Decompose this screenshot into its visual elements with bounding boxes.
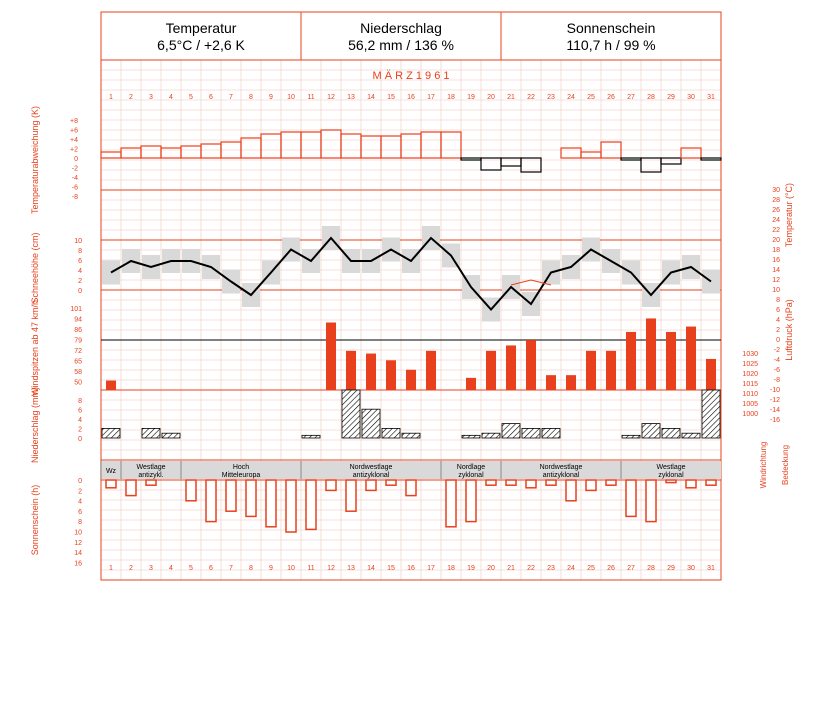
anomaly-bar bbox=[161, 148, 181, 158]
temp-axis-title: Temperatur (°C) bbox=[784, 182, 794, 248]
day-label-bottom: 21 bbox=[507, 565, 515, 572]
anomaly-bar bbox=[321, 130, 341, 158]
anomaly-axis-title: Temperaturabweichung (K) bbox=[30, 105, 40, 215]
anomaly-bar bbox=[621, 158, 641, 160]
day-label-top: 11 bbox=[307, 94, 315, 101]
wind-gust-bar bbox=[466, 378, 476, 390]
day-label-top: 8 bbox=[249, 94, 253, 101]
anomaly-bar bbox=[101, 152, 121, 158]
anomaly-bar bbox=[421, 132, 441, 158]
weather-type-label: Nordwestlage bbox=[349, 464, 393, 471]
day-label-top: 23 bbox=[547, 94, 555, 101]
temp-tick: 18 bbox=[772, 247, 780, 254]
precip-bar bbox=[682, 433, 700, 438]
day-label-top: 12 bbox=[327, 94, 335, 101]
sunshine-tick: 14 bbox=[74, 550, 82, 558]
anomaly-bar bbox=[661, 158, 681, 164]
anomaly-bar bbox=[241, 138, 261, 158]
precip-bar bbox=[542, 428, 560, 438]
snow-tick: 4 bbox=[78, 268, 82, 275]
sunshine-tick: 6 bbox=[78, 508, 82, 516]
day-label-bottom: 15 bbox=[387, 565, 395, 572]
day-label-top: 31 bbox=[707, 94, 715, 101]
sunshine-bar bbox=[326, 480, 336, 490]
anomaly-bar bbox=[201, 144, 221, 158]
sunshine-bar bbox=[586, 480, 596, 490]
day-label-bottom: 5 bbox=[189, 565, 193, 572]
snow-tick: 0 bbox=[78, 288, 82, 295]
sunshine-bar bbox=[706, 480, 716, 485]
anomaly-bar bbox=[461, 158, 481, 160]
day-label-bottom: 24 bbox=[567, 565, 575, 572]
wind-tick: 65 bbox=[74, 358, 82, 366]
day-label-bottom: 27 bbox=[627, 565, 635, 572]
sunshine-bar bbox=[606, 480, 616, 485]
day-label-top: 7 bbox=[229, 94, 233, 101]
temp-tick: -10 bbox=[769, 387, 780, 394]
temp-tick: -4 bbox=[773, 357, 780, 364]
precip-bar bbox=[162, 433, 180, 438]
weather-type-label: antizyklonal bbox=[352, 472, 390, 479]
day-label-bottom: 20 bbox=[487, 565, 495, 572]
snow-tick: 6 bbox=[78, 258, 82, 265]
temp-tick: 4 bbox=[776, 317, 780, 324]
sunshine-bar bbox=[266, 480, 276, 527]
header-precipitation-value: 56,2 mm / 136 % bbox=[348, 37, 454, 53]
pressure-tick: 1005 bbox=[742, 401, 758, 408]
header-sunshine-value: 110,7 h / 99 % bbox=[566, 37, 656, 53]
temp-tick: 20 bbox=[772, 237, 780, 244]
sunshine-bar bbox=[146, 480, 156, 485]
weather-type-label: zyklonal bbox=[658, 472, 684, 479]
weather-type-label: Nordlage bbox=[456, 464, 486, 471]
day-label-bottom: 25 bbox=[587, 565, 595, 572]
precip-bar bbox=[622, 435, 640, 438]
pressure-tick: 1020 bbox=[742, 371, 758, 378]
precip-tick: 8 bbox=[78, 398, 82, 405]
day-label-top: 9 bbox=[269, 94, 273, 101]
day-label-top: 13 bbox=[347, 94, 355, 101]
precip-tick: 4 bbox=[78, 417, 82, 424]
sunshine-axis-title: Sonnenschein (h) bbox=[30, 484, 40, 556]
day-label-top: 24 bbox=[567, 94, 575, 101]
anomaly-bar bbox=[361, 136, 381, 158]
sunshine-bar bbox=[206, 480, 216, 522]
wind-gust-bar bbox=[586, 351, 596, 390]
sunshine-tick: 10 bbox=[74, 529, 82, 537]
weather-type-label: antizyklonal bbox=[542, 472, 580, 479]
anomaly-bar bbox=[561, 148, 581, 158]
sunshine-bar bbox=[126, 480, 136, 496]
wind-gust-bar bbox=[506, 345, 516, 390]
sunshine-tick: 4 bbox=[78, 498, 82, 506]
pressure-axis-title: Luftdruck (hPa) bbox=[784, 299, 794, 361]
snow-tick: 10 bbox=[74, 238, 82, 245]
sunshine-bar bbox=[446, 480, 456, 527]
sunshine-bar bbox=[666, 480, 676, 483]
day-label-top: 2 bbox=[129, 94, 133, 101]
day-label-bottom: 9 bbox=[269, 565, 273, 572]
day-label-bottom: 11 bbox=[307, 565, 315, 572]
temp-tick: 24 bbox=[772, 217, 780, 224]
day-label-top: 22 bbox=[527, 94, 535, 101]
anomaly-tick: +8 bbox=[70, 118, 78, 125]
precip-bar bbox=[662, 428, 680, 438]
day-label-top: 27 bbox=[627, 94, 635, 101]
wind-tick: 72 bbox=[74, 348, 82, 355]
sunshine-bar bbox=[566, 480, 576, 501]
precip-bar bbox=[522, 428, 540, 438]
day-label-bottom: 2 bbox=[129, 565, 133, 572]
anomaly-tick: +6 bbox=[70, 127, 78, 135]
sunshine-bar bbox=[546, 480, 556, 485]
pressure-tick: 1030 bbox=[742, 351, 758, 358]
weather-type-label: Wz bbox=[105, 468, 117, 475]
anomaly-tick: +2 bbox=[70, 146, 78, 154]
anomaly-bar bbox=[501, 158, 521, 166]
sunshine-bar bbox=[526, 480, 536, 488]
precip-bar bbox=[102, 428, 120, 438]
wind-gust-bar bbox=[566, 375, 576, 390]
wind-direction-label: Windrichtung bbox=[759, 441, 768, 489]
day-label-top: 19 bbox=[467, 94, 475, 101]
anomaly-bar bbox=[701, 158, 721, 160]
temp-tick: 0 bbox=[776, 337, 780, 344]
day-label-top: 5 bbox=[189, 94, 193, 101]
weather-type-label: antizykl. bbox=[138, 472, 164, 479]
pressure-tick: 1015 bbox=[742, 381, 758, 388]
weather-type-label: Mitteleuropa bbox=[221, 472, 261, 479]
anomaly-bar bbox=[401, 134, 421, 158]
sunshine-bar bbox=[246, 480, 256, 516]
anomaly-bar bbox=[381, 136, 401, 158]
wind-gust-bar bbox=[526, 340, 536, 390]
sunshine-bar bbox=[466, 480, 476, 522]
sunshine-bar bbox=[286, 480, 296, 532]
anomaly-tick: -8 bbox=[71, 194, 78, 201]
precip-tick: 0 bbox=[78, 436, 82, 443]
temp-tick: -12 bbox=[769, 397, 780, 404]
day-label-top: 6 bbox=[209, 94, 213, 101]
anomaly-bar bbox=[681, 148, 701, 158]
wind-gust-bar bbox=[626, 332, 636, 390]
day-label-top: 26 bbox=[607, 94, 615, 101]
wind-axis-title: Windspitzen ab 47 km/h bbox=[30, 299, 40, 397]
snow-axis-title: Schneehöhe (cm) bbox=[30, 232, 40, 304]
wind-gust-bar bbox=[366, 354, 376, 390]
anomaly-bar bbox=[121, 148, 141, 158]
sunshine-bar bbox=[346, 480, 356, 511]
wind-tick: 86 bbox=[74, 327, 82, 334]
sunshine-tick: 0 bbox=[78, 478, 82, 485]
wind-gust-bar bbox=[326, 323, 336, 391]
anomaly-bar bbox=[261, 134, 281, 158]
header-sunshine-title: Sonnenschein bbox=[566, 20, 656, 36]
wind-tick: 101 bbox=[70, 306, 82, 313]
sunshine-tick: 16 bbox=[74, 560, 82, 568]
day-label-top: 14 bbox=[367, 94, 375, 101]
precip-bar bbox=[342, 390, 360, 438]
day-label-bottom: 22 bbox=[527, 565, 535, 572]
sunshine-bar bbox=[386, 480, 396, 485]
day-label-top: 28 bbox=[647, 94, 655, 101]
day-label-bottom: 6 bbox=[209, 565, 213, 572]
precip-bar bbox=[142, 428, 160, 438]
wind-gust-bar bbox=[606, 351, 616, 390]
temp-tick: 30 bbox=[772, 187, 780, 194]
anomaly-tick: -6 bbox=[71, 184, 78, 192]
day-label-top: 21 bbox=[507, 94, 515, 101]
anomaly-tick: -2 bbox=[71, 165, 78, 173]
sunshine-bar bbox=[506, 480, 516, 485]
day-label-bottom: 18 bbox=[447, 565, 455, 572]
day-label-bottom: 12 bbox=[327, 565, 335, 572]
temp-tick: 8 bbox=[776, 297, 780, 304]
sunshine-bar bbox=[106, 480, 116, 488]
day-label-top: 15 bbox=[387, 94, 395, 101]
day-label-bottom: 13 bbox=[347, 565, 355, 572]
temp-tick: 12 bbox=[772, 277, 780, 284]
day-label-bottom: 8 bbox=[249, 565, 253, 572]
temp-tick: 10 bbox=[772, 287, 780, 294]
pressure-tick: 1010 bbox=[742, 391, 758, 398]
day-label-bottom: 29 bbox=[667, 565, 675, 572]
precip-tick: 6 bbox=[78, 407, 82, 415]
temp-tick: -8 bbox=[773, 377, 780, 384]
weather-type-label: Hoch bbox=[232, 464, 250, 471]
anomaly-bar bbox=[141, 146, 161, 158]
sunshine-bar bbox=[406, 480, 416, 496]
sunshine-tick: 2 bbox=[78, 488, 82, 496]
wind-tick: 50 bbox=[74, 379, 82, 387]
temp-tick: -14 bbox=[769, 407, 780, 414]
day-label-bottom: 28 bbox=[647, 565, 655, 572]
precip-bar bbox=[702, 390, 720, 438]
temp-tick: 6 bbox=[776, 307, 780, 314]
wind-gust-bar bbox=[666, 332, 676, 390]
weather-type-label: Westlage bbox=[136, 464, 166, 471]
cloud-cover-label: Bedeckung bbox=[781, 444, 790, 486]
day-label-bottom: 7 bbox=[229, 565, 233, 572]
weather-type-label: Westlage bbox=[656, 464, 686, 471]
day-label-top: 29 bbox=[667, 94, 675, 101]
anomaly-tick: +4 bbox=[70, 137, 78, 144]
day-label-bottom: 10 bbox=[287, 565, 295, 572]
wind-gust-bar bbox=[486, 351, 496, 390]
day-label-bottom: 31 bbox=[707, 565, 715, 572]
temp-tick: -6 bbox=[773, 367, 780, 374]
day-label-top: 10 bbox=[287, 94, 295, 101]
wind-tick: 58 bbox=[74, 369, 82, 376]
anomaly-bar bbox=[581, 152, 601, 158]
weather-type-label: Nordwestlage bbox=[539, 464, 583, 471]
day-label-bottom: 23 bbox=[547, 565, 555, 572]
weather-type-band bbox=[101, 461, 721, 479]
precip-bar bbox=[482, 433, 500, 438]
sunshine-tick: 12 bbox=[74, 539, 82, 547]
sunshine-bar bbox=[486, 480, 496, 485]
day-label-bottom: 1 bbox=[109, 565, 113, 572]
precip-tick: 2 bbox=[78, 426, 82, 434]
wind-gust-bar bbox=[646, 318, 656, 390]
wind-gust-bar bbox=[346, 351, 356, 390]
precip-axis-title: Niederschlag (mm) bbox=[30, 386, 40, 464]
sunshine-tick: 8 bbox=[78, 519, 82, 527]
temp-tick: 28 bbox=[772, 197, 780, 204]
temp-tick: 16 bbox=[772, 257, 780, 264]
day-label-bottom: 26 bbox=[607, 565, 615, 572]
wind-tick: 94 bbox=[74, 316, 82, 324]
precip-bar bbox=[642, 424, 660, 438]
header-temperature-title: Temperatur bbox=[165, 20, 237, 36]
day-label-bottom: 3 bbox=[149, 565, 153, 572]
temp-tick: -16 bbox=[769, 417, 780, 424]
day-label-top: 25 bbox=[587, 94, 595, 101]
day-label-top: 1 bbox=[109, 94, 113, 101]
precip-bar bbox=[362, 409, 380, 438]
anomaly-bar bbox=[341, 134, 361, 158]
anomaly-tick: 0 bbox=[74, 156, 78, 163]
anomaly-bar bbox=[301, 132, 321, 158]
precip-bar bbox=[462, 435, 480, 438]
header-precipitation-title: Niederschlag bbox=[360, 20, 442, 36]
wind-tick: 79 bbox=[74, 337, 82, 345]
day-label-bottom: 17 bbox=[427, 565, 435, 572]
sunshine-bar bbox=[686, 480, 696, 488]
sunshine-bar bbox=[186, 480, 196, 501]
wind-gust-bar bbox=[546, 375, 556, 390]
pressure-tick: 1000 bbox=[742, 411, 758, 418]
temp-tick: 22 bbox=[772, 227, 780, 234]
month-title: M Ä R Z 1 9 6 1 bbox=[372, 70, 450, 82]
wind-gust-bar bbox=[686, 327, 696, 390]
header-temperature-value: 6,5°C / +2,6 K bbox=[157, 37, 245, 53]
day-label-top: 18 bbox=[447, 94, 455, 101]
anomaly-tick: -4 bbox=[71, 175, 78, 182]
day-label-bottom: 19 bbox=[467, 565, 475, 572]
anomaly-bar bbox=[181, 146, 201, 158]
wind-gust-bar bbox=[406, 370, 416, 390]
wind-gust-bar bbox=[106, 381, 116, 390]
day-label-bottom: 14 bbox=[367, 565, 375, 572]
anomaly-bar bbox=[281, 132, 301, 158]
snow-tick: 2 bbox=[78, 278, 82, 285]
precip-bar bbox=[402, 433, 420, 438]
temp-tick: 14 bbox=[772, 267, 780, 274]
sunshine-bar bbox=[306, 480, 316, 529]
day-label-bottom: 30 bbox=[687, 565, 695, 572]
sunshine-bar bbox=[626, 480, 636, 516]
day-label-top: 4 bbox=[169, 94, 173, 101]
wind-gust-bar bbox=[426, 351, 436, 390]
precip-bar bbox=[302, 435, 320, 438]
day-label-bottom: 16 bbox=[407, 565, 415, 572]
pressure-tick: 1025 bbox=[742, 361, 758, 368]
precip-bar bbox=[382, 428, 400, 438]
day-label-top: 30 bbox=[687, 94, 695, 101]
temp-tick: 26 bbox=[772, 207, 780, 214]
wind-gust-bar bbox=[386, 360, 396, 390]
day-label-top: 16 bbox=[407, 94, 415, 101]
sunshine-bar bbox=[226, 480, 236, 511]
precip-bar bbox=[502, 424, 520, 438]
day-label-top: 20 bbox=[487, 94, 495, 101]
day-label-bottom: 4 bbox=[169, 565, 173, 572]
sunshine-bar bbox=[366, 480, 376, 490]
temp-tick: -2 bbox=[773, 347, 780, 354]
wind-gust-bar bbox=[706, 359, 716, 390]
day-label-top: 17 bbox=[427, 94, 435, 101]
day-label-top: 3 bbox=[149, 94, 153, 101]
anomaly-bar bbox=[441, 132, 461, 158]
temp-tick: 2 bbox=[776, 327, 780, 334]
weather-type-label: zyklonal bbox=[458, 472, 484, 479]
snow-tick: 8 bbox=[78, 248, 82, 255]
sunshine-bar bbox=[646, 480, 656, 522]
